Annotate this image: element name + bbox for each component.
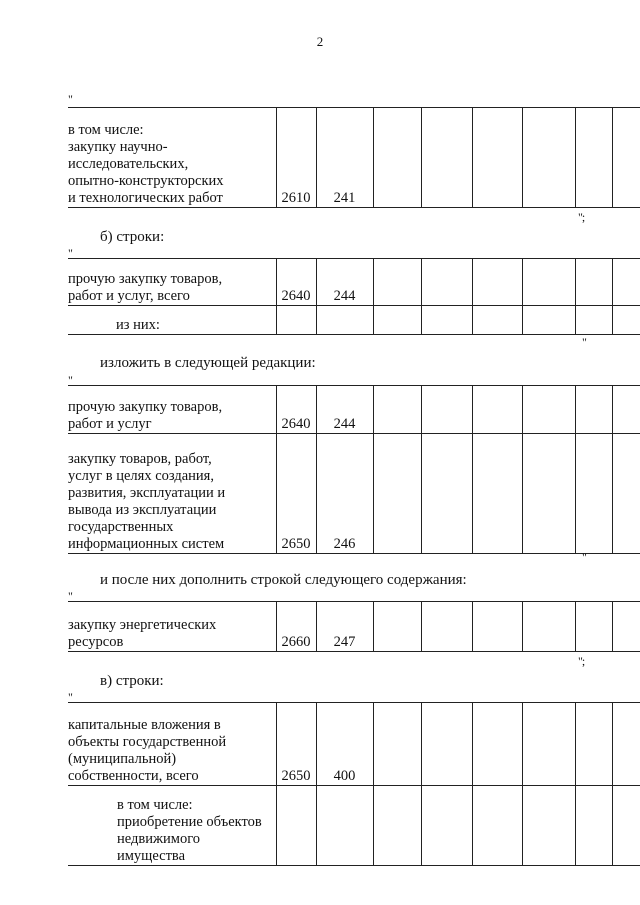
- row-name: закупку товаров, работ, услуг в целях создания, развития, эксплуатации и вывода из эксплуатации государственных информационных систем: [68, 434, 276, 554]
- line-code: 2660: [276, 602, 316, 652]
- line-code: 2640: [276, 259, 316, 306]
- section-intro-edit: изложить в следующей редакции:: [100, 355, 316, 371]
- row-name: в том числе: закупку научно- исследовательских, опытно-конструкторских и технологических работ: [68, 108, 276, 208]
- section-intro-c: в) строки:: [100, 673, 164, 689]
- kvr-code: 241: [316, 108, 373, 208]
- close-quote: ";: [578, 654, 585, 668]
- kvr-code: 400: [316, 703, 373, 786]
- page-number: 2: [316, 34, 324, 49]
- table-row: [68, 703, 640, 786]
- open-quote: ": [68, 589, 72, 603]
- budget-table-3: [68, 385, 640, 554]
- close-quote: ": [582, 550, 586, 564]
- budget-table-4: [68, 601, 640, 652]
- row-name: закупку энергетических ресурсов: [68, 602, 276, 652]
- budget-table-5: [68, 702, 640, 866]
- table-row: [68, 786, 640, 866]
- line-code: 2650: [276, 434, 316, 554]
- open-quote: ": [68, 246, 72, 260]
- budget-table-1: [68, 107, 640, 208]
- kvr-code: 244: [316, 386, 373, 434]
- section-intro-add: и после них дополнить строкой следующего содержания:: [100, 572, 467, 588]
- table-row: [68, 386, 640, 434]
- table-row: [68, 602, 640, 652]
- kvr-code: 246: [316, 434, 373, 554]
- row-name: прочую закупку товаров, работ и услуг, всего: [68, 259, 276, 306]
- line-code: 2610: [276, 108, 316, 208]
- row-name: прочую закупку товаров, работ и услуг: [68, 386, 276, 434]
- table-row: [68, 108, 640, 208]
- line-code: 2640: [276, 386, 316, 434]
- close-quote: ";: [578, 210, 585, 224]
- close-quote: ": [582, 335, 586, 349]
- table-row: [68, 434, 640, 554]
- open-quote: ": [68, 373, 72, 387]
- section-intro-b: б) строки:: [100, 229, 165, 245]
- table-row: [68, 306, 640, 335]
- open-quote: ": [68, 92, 72, 106]
- row-name: из них:: [68, 306, 276, 335]
- table-row: [68, 259, 640, 306]
- open-quote: ": [68, 690, 72, 704]
- row-name: в том числе: приобретение объектов недвижимого имущества: [68, 786, 276, 866]
- kvr-code: 244: [316, 259, 373, 306]
- budget-table-2: [68, 258, 640, 335]
- row-name: капитальные вложения в объекты государственной (муниципальной) собственности, всего: [68, 703, 276, 786]
- kvr-code: 247: [316, 602, 373, 652]
- line-code: 2650: [276, 703, 316, 786]
